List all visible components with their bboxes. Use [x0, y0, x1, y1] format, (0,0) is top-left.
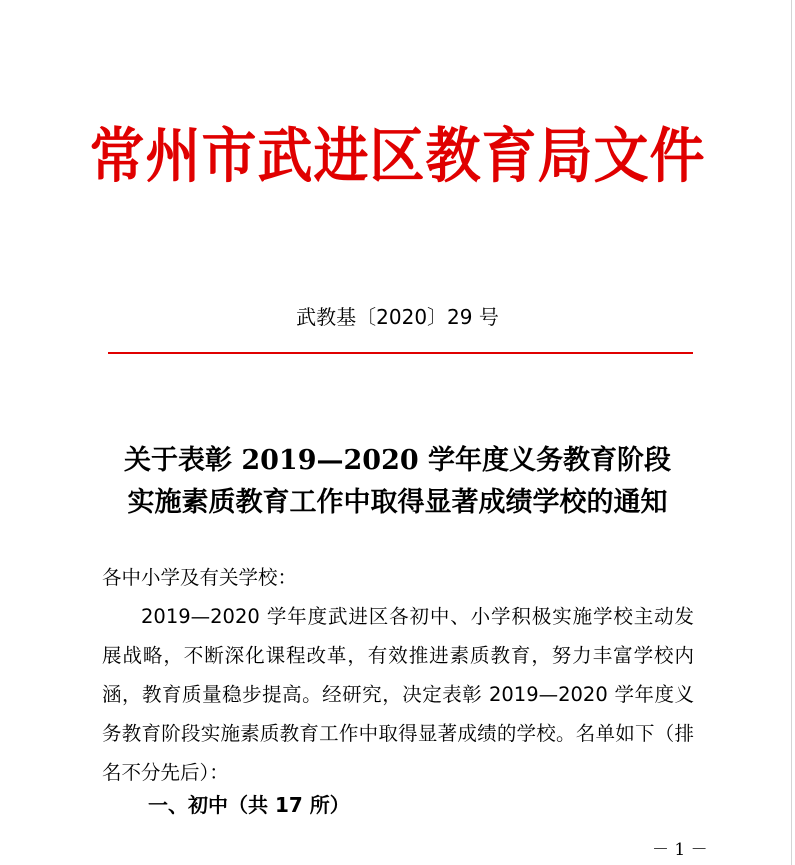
notice-title [0, 440, 795, 524]
red-divider-line [108, 352, 693, 354]
document-number: 武教基〔2020〕29 号 [296, 305, 499, 329]
document-body [102, 558, 694, 792]
page-number: － 1 － [652, 840, 708, 860]
notice-title-line-2: 实施素质教育工作中取得显著成绩学校的通知 [127, 487, 668, 518]
salutation: 各中小学及有关学校： [102, 566, 298, 589]
section-heading: 一、初中（共 17 所） [148, 793, 350, 817]
notice-title-line-1: 关于表彰 2019—2020 学年度义务教育阶段 [123, 445, 672, 476]
body-paragraph: 2019—2020 学年度武进区各初中、小学积极实施学校主动发展战略，不断深化课程改革，有效推进素质教育，努力丰富学校内涵，教育质量稳步提高。经研究，决定表彰 2019—2020 学年度义务教育阶段实施素质教育工作中取得显著成绩的学校。名单如下（排名不分先后）： [102, 605, 694, 784]
masthead-title: 常州市武进区教育局文件 [89, 120, 706, 191]
